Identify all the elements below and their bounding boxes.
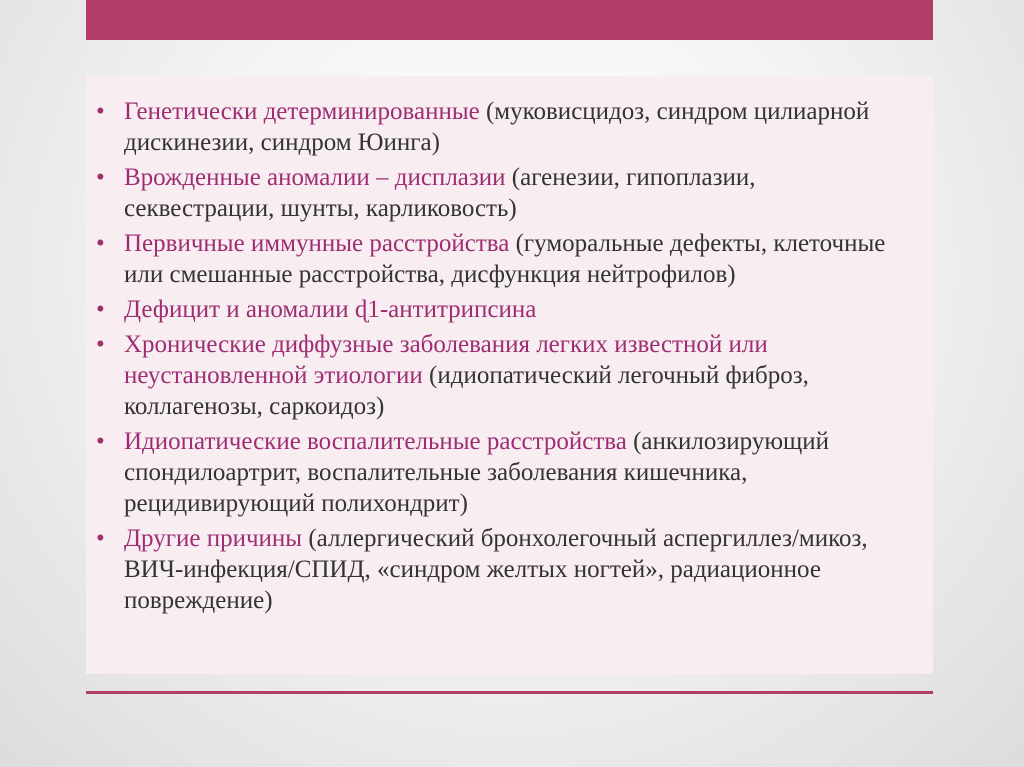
list-item [96, 228, 905, 290]
bullet-icon: • [96, 164, 105, 191]
item-text: (аллергический бронхолегочный аспергиллез/микоз, ВИЧ-инфекция/СПИД, «синдром желтых ногтей», радиационное повреждение) [124, 525, 868, 614]
list-item [96, 162, 905, 224]
bullet-icon: • [96, 428, 105, 455]
list-item [96, 329, 905, 422]
item-text: (агенезии, гипоплазии, секвестрации, шунты, карликовость) [124, 164, 756, 222]
bullet-list [96, 96, 905, 616]
item-highlight: Генетически детерминированные [124, 98, 480, 125]
bullet-icon: • [96, 98, 105, 125]
item-text: (анкилозирующий спондилоартрит, воспалительные заболевания кишечника, рецидивирующий полихондрит) [124, 428, 830, 517]
list-item [96, 426, 905, 519]
list-item [96, 523, 905, 616]
list-item [96, 294, 905, 325]
bullet-icon: • [96, 525, 105, 552]
item-text: (гуморальные дефекты, клеточные или смешанные расстройства, дисфункция нейтрофилов) [124, 230, 886, 288]
list-item [96, 96, 905, 158]
item-highlight: Врожденные аномалии – дисплазии [124, 164, 506, 191]
item-text: (идиопатический легочный фиброз, коллагенозы, саркоидоз) [124, 362, 809, 420]
item-highlight: Другие причины [124, 525, 303, 552]
bullet-icon: • [96, 296, 105, 323]
item-highlight: Идиопатические воспалительные расстройства [124, 428, 627, 455]
item-highlight: Хронические диффузные заболевания легких известной или неустановленной этиологии [124, 331, 768, 389]
bullet-icon: • [96, 331, 105, 358]
content-box [86, 76, 933, 674]
item-highlight: Дефицит и аномалии ɖ1-антитрипсина [124, 296, 537, 323]
bottom-divider [86, 691, 933, 694]
bullet-icon: • [96, 230, 105, 257]
item-text: (муковисцидоз, синдром цилиарной дискинезии, синдром Юинга) [124, 98, 870, 156]
top-accent-bar [86, 0, 933, 40]
item-highlight: Первичные иммунные расстройства [124, 230, 510, 257]
